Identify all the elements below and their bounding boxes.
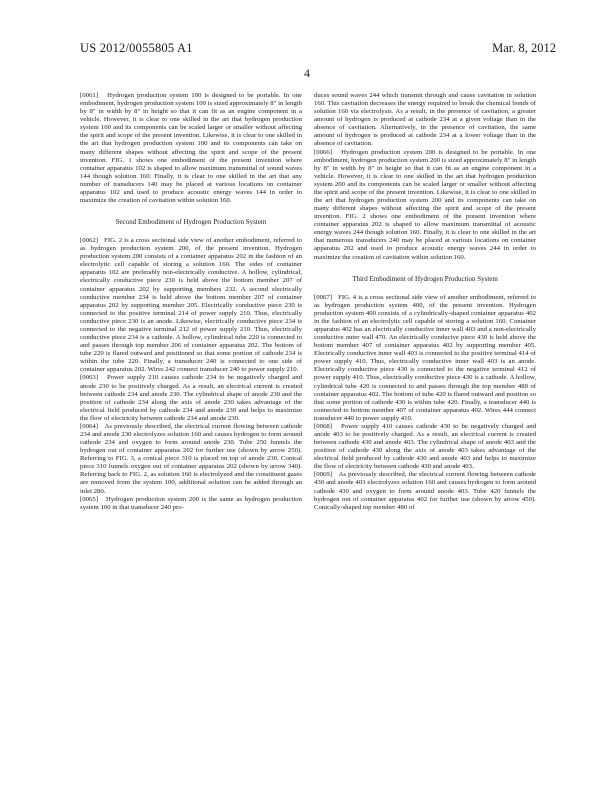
paragraph-0061: [0061] Hydrogen production system 100 is designed to be portable. In one embodiment, hydrogen production system 100 is sized approximately 8" in length by 8" in width by 8" in height so that it can fit as an engine component in a vehicle. However, it is clear to one skilled in the art that hydrogen production system 100 and its components can be scaled larger or smaller without affecting the spirit and scope of the present invention. Likewise, it is clear to one skilled in the art that hydrogen production system 100 and its components can take on many different shapes without affecting the spirit and scope of the present invention. FIG. 1 shows one embodiment of the present invention where container apparatus 102 is shaped to allow maximum transmittal of sound waves 144 though solution 160. Finally, it is clear to one skilled in the art that any number of transducers 140 may be placed at various locations on container apparatus 102 and used to produce acoustic energy waves 144 in order to maximize the creation of cavitation within solution 160. [80,92,302,205]
paragraph-0069: [0069] As previously described, the electrical current flowing between cathode 430 and anode 403 electrolyzes solution 160 and causes hydrogen to form around cathode 430 and oxygen to form around anode 403. Tube 420 funnels the hydrogen out of container apparatus 402 for further use (shown by arrow 450). Conically-shaped top member 480 of [314,471,536,511]
section-heading-second-embodiment: Second Embodiment of Hydrogen Production System [115,218,267,227]
left-column [80,92,302,512]
paragraph-0064: [0064] As previously described, the electrical current flowing between cathode 234 and anode 230 electrolyzes solution 160 and causes hydrogen to form around cathode 234 and oxygen to form around anode 230. Tube 250 funnels the hydrogen out of container apparatus 202 for further use (shown by arrow 250). Referring to FIG. 3, a conical piece 310 is placed on top of anode 230. Conical piece 310 funnels oxygen out of container apparatus 202 (shown by arrow 340). Referring back to FIG. 2, as solution 160 is electrolyzed and the constituent gases are removed from the system 100, additional solution can be added through an inlet 280. [80,422,302,495]
paragraph-0067: [0067] FIG. 4 is a cross sectional side view of another embodiment, referred to as hydrogen production system 400, of the present invention. Hydrogen production system 400 consists of a cylindrically-shaped container apparatus 402 in the fashion of an electrolytic cell capable of storing a solution 160. Container apparatus 402 has an electrically conductive inner wall 403 and a non-electrically conductive outer wall 470. An electrically conducive piece 430 is held above the bottom member 407 of container apparatus 402 by supporting member 405. Electrically conductive inner wall 403 is connected to the positive terminal 414 of power supply 410. Thus, electrically conductive inner wall 403 is an anode. Electrically conductive piece 430 is connected to the negative terminal 412 of power supply 410. Thus, electrically conductive piece 430 is a cathode. A hollow, cylindrical tube 420 is connected to and passes through the top member 480 of container apparatus 402. The bottom of tube 420 is flared outward and position so that some portion of cathode 430 is within tube 420. Finally, a transducer 440 is connected to bottom member 407 of container apparatus 402. Wires 444 connect transducer 440 to power supply 410. [314,293,536,422]
page-number: 4 [304,66,310,80]
paragraph-0068: [0068] Power supply 410 causes cathode 430 to be negatively charged and anode 403 to be positively charged. As a result, an electrical current is created between cathode 430 and anode 403. The cylindrical shape of anode 403 and the position of cathode 430 along the axis of anode 403 takes advantage of the electrical field produced by cathode 430 and anode 403 and helps to maximize the flow of electricity between cathode 430 and anode 403. [314,422,536,471]
paragraph-0065: [0065] Hydrogen production system 200 is the same as hydrogen production system 100 in that transducer 240 pro- [80,495,302,511]
paragraph-0065-continued: duces sound waves 244 which transmit through and cause cavitation in solution 160. This cavitation decreases the energy required to break the chemical bonds of solution 160 via electrolysis. As a result, in the presence of cavitation, a greater amount of hydrogen is produced at cathode 234 at a given voltage than in the absence of cavitation. Alternatively, in the presence of cavitation, the same amount of hydrogen is produced at cathode 234 at a lower voltage than in the absence of cavitation. [314,92,536,148]
publication-date: Mar. 8, 2012 [492,41,556,55]
paragraph-0062: [0062] FIG. 2 is a cross sectional side view of another embodiment, referred to as hydrogen production system 200, of the present invention. Hydrogen production system 200 consists of a container apparatus 202 in the fashion of an electrolytic cell capable of storing a solution 160. The sides of container apparatus 102 are preferably non-electrically conductive. A hollow, cylindrical, electrically conductive piece 230 is held above the bottom member 207 of container apparatus 202 by supporting members 232. A second electrically conductive member 234 is held above the bottom member 207 of container apparatus 202 by supporting member 205. Electrically conductive piece 230 is connected to the positive terminal 214 of power supply 210. Thus, electrically conductive piece 230 is an anode. Likewise, electrically conductive piece 234 is connected to the negative terminal 212 of power supply 210. Thus, electrically conductive piece 234 is a cathode. A hollow, cylindrical tube 220 is connected to and passes through top member 206 of container apparatus 202. The bottom of tube 220 is flared outward and positioned so that some portion of cathode 234 is within the tube 220. Finally, a transducer 240 is connected to one side of container apparatus 202. Wires 242 connect transducer 240 to power supply 210. [80,237,302,374]
paragraph-0063: [0063] Power supply 210 causes cathode 234 to be negatively charged and anode 230 to be positively charged. As a result, an electrical current is created between cathode 234 and anode 230. The cylindrical shape of anode 230 and the position of cathode 234 along the axis of anode 230 takes advantage of the electrical field produced by cathode 234 and anode 230 and helps to maximize the flow of electricity between cathode 234 and anode 230. [80,374,302,422]
paragraph-0066: [0066] Hydrogen production system 200 is designed to be portable. In one embodiment, hydrogen production system 200 is sized approximately 8" in length by 8" in width by 8" in height so that it can fit as an engine component in a vehicle. However, it is clear to one skilled in the art that hydrogen production system 200 and its components can be scaled larger or smaller without affecting the spirit and scope of the present invention. Likewise, it is clear to one skilled in the art that hydrogen production system 200 and its components can take on many different shapes without affecting the spirit and scope of the present invention. FIG. 2 shows one embodiment of the present invention where container apparatus 202 is shaped to allow maximum transmittal of acoustic energy waves 244 though solution 160. Finally, it is clear to one skilled in the art that numerous transducers 240 may be placed at various locations on container apparatus 202 and used to produce acoustic energy waves 244 in order to maximize the creation of cavitation within solution 160. [314,148,536,261]
right-column [314,92,536,512]
section-heading-third-embodiment: Third Embodiment of Hydrogen Production System [352,274,498,283]
publication-number: US 2012/0055805 A1 [80,41,193,55]
